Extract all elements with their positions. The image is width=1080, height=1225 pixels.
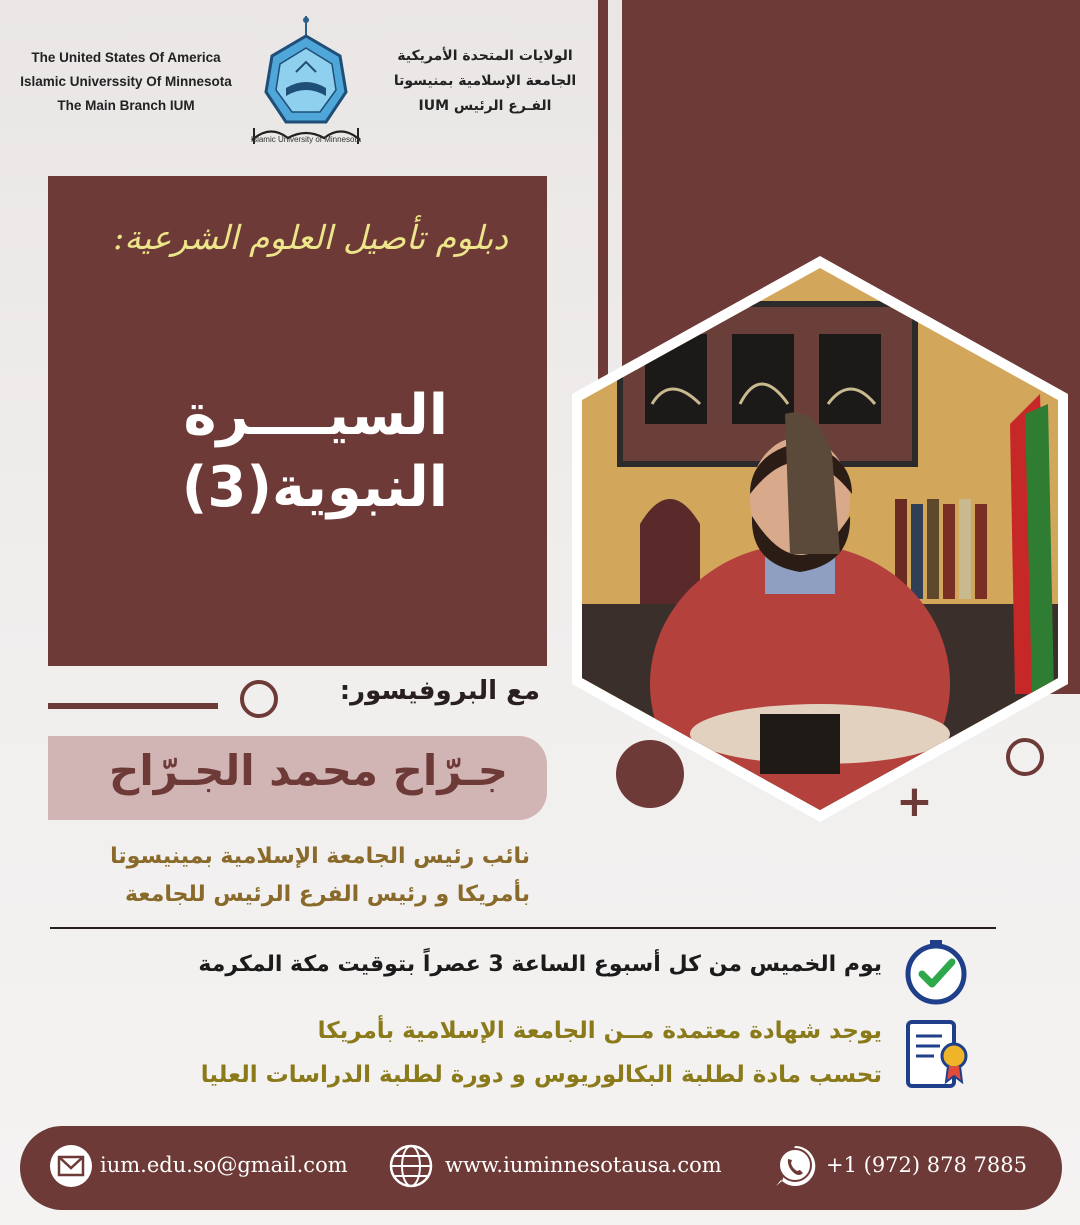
professor-position: نائب رئيس الجامعة الإسلامية بمينيسوتا بأمريكا و رئيس الفرع الرئيس للجامعة [110, 844, 530, 907]
plus-icon: + [896, 776, 933, 827]
schedule-time: يوم الخميس من كل أسبوع الساعة 3 عصراً بتوقيت مكة المكرمة [198, 952, 882, 977]
header-english: The United States Of America Islamic Universsity Of Minnesota The Main Branch IUM [20, 50, 232, 113]
email-link[interactable]: ium.edu.so@gmail.com [100, 1153, 348, 1177]
decorative-bar [48, 703, 218, 709]
divider [50, 927, 996, 929]
decorative-ring [240, 680, 278, 718]
diploma-title: دبلوم تأصيل العلوم الشرعية: [113, 218, 508, 257]
course-title-line1: السيــــرة [183, 383, 448, 448]
header-arabic: الولايات المتحدة الأمريكية الجامعة الإسلامية بمنيسوتا الفـرع الرئيس IUM [393, 48, 577, 114]
decorative-dot [616, 740, 684, 808]
website-link[interactable]: www.iuminnesotausa.com [445, 1153, 722, 1177]
course-title [48, 380, 448, 524]
certificate-line2: تحسب مادة لطلبة البكالوريوس و دورة لطلبة الدراسات العليا [200, 1062, 882, 1088]
certificate-line1: يوجد شهادة معتمدة مــن الجامعة الإسلامية بأمريكا [317, 1018, 882, 1044]
university-logo [240, 12, 372, 152]
decorative-ring [1006, 738, 1044, 776]
course-title-line2: النبوية(3) [181, 455, 448, 520]
certificate-icon [900, 1016, 974, 1092]
logo-caption: Islamic University of Minnesota [250, 135, 362, 144]
professor-photo [570, 254, 1070, 827]
whatsapp-icon [772, 1143, 818, 1189]
professor-name: جـرّاح محمد الجـرّاح [109, 746, 508, 795]
with-professor-label: مع البروفيسور: [339, 676, 540, 706]
phone-link[interactable]: +1 (972) 878 7885 [826, 1153, 1027, 1177]
globe-icon [388, 1143, 434, 1189]
clock-check-icon [902, 938, 970, 1006]
mail-icon [48, 1143, 94, 1189]
